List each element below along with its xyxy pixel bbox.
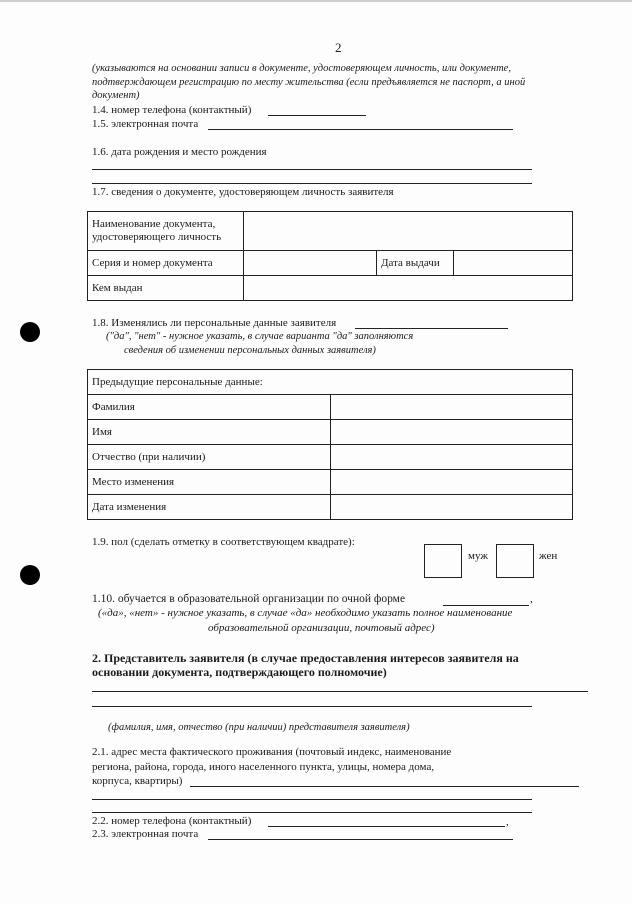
rep-phone-field[interactable] bbox=[268, 826, 505, 827]
doc-issued-by-input[interactable] bbox=[244, 276, 573, 301]
phone-field[interactable] bbox=[268, 115, 366, 116]
section-2-title-2: основании документа, подтверждающего полномочие) bbox=[92, 665, 387, 679]
doc-name-label-cell bbox=[88, 212, 244, 251]
education-label: 1.10. обучается в образовательной организации по очной форме bbox=[92, 593, 406, 605]
id-doc-label: 1.7. сведения о документе, удостоверяющем личность заявителя bbox=[92, 186, 394, 198]
gender-female-checkbox[interactable] bbox=[496, 544, 534, 578]
prev-change-date-input[interactable] bbox=[331, 495, 573, 520]
phone-label: 1.4. номер телефона (контактный) bbox=[92, 104, 252, 116]
rep-phone-label: 2.2. номер телефона (контактный) bbox=[92, 815, 252, 827]
intro-line-2: подтверждающем регистрацию по месту жительства (если предъявляется не паспорт, а иной bbox=[92, 77, 526, 88]
email-label: 1.5. электронная почта bbox=[92, 118, 199, 130]
intro-line-1: (указываются на основании записи в документе, удостоверяющем личность, или документе, bbox=[92, 63, 511, 74]
prev-patronymic-input[interactable] bbox=[331, 445, 573, 470]
changed-answer-field[interactable] bbox=[355, 328, 508, 329]
doc-name-label-2: удостоверяющего личность bbox=[92, 231, 222, 243]
prev-change-place-label: Место изменения bbox=[88, 470, 331, 495]
prev-patronymic-label: Отчество (при наличии) bbox=[88, 445, 331, 470]
rep-phone-comma: , bbox=[506, 816, 509, 828]
gender-female-label: жен bbox=[539, 550, 558, 562]
prev-surname-input[interactable] bbox=[331, 395, 573, 420]
gender-label: 1.9. пол (сделать отметку в соответствующем квадрате): bbox=[92, 536, 355, 548]
previous-data-table bbox=[87, 369, 573, 520]
gender-male-label: муж bbox=[468, 550, 488, 562]
representative-name-caption: (фамилия, имя, отчество (при наличии) представителя заявителя) bbox=[108, 722, 410, 733]
changed-hint-2: сведения об изменении персональных данных заявителя) bbox=[124, 345, 376, 356]
changed-hint-1: ("да", "нет" - нужное указать, в случае варианта "да" заполняются bbox=[106, 331, 414, 342]
education-hint-2: образовательной организации, почтовый адрес) bbox=[208, 622, 435, 634]
rep-address-label-2: региона, района, города, иного населенного пункта, улицы, номера дома, bbox=[92, 761, 435, 773]
previous-data-header: Предыдущие персональные данные: bbox=[88, 370, 573, 395]
doc-issue-date-input[interactable] bbox=[454, 251, 573, 276]
intro-line-3: документ) bbox=[92, 90, 140, 101]
section-2-title-1: 2. Представитель заявителя (в случае предоставления интересов заявителя на bbox=[92, 651, 519, 665]
doc-issue-date-label: Дата выдачи bbox=[377, 251, 454, 276]
doc-name-label-1: Наименование документа, bbox=[92, 218, 216, 230]
prev-name-label: Имя bbox=[88, 420, 331, 445]
email-field[interactable] bbox=[208, 129, 513, 130]
rep-email-field[interactable] bbox=[208, 839, 513, 840]
education-comma: , bbox=[530, 593, 533, 605]
page-top-edge bbox=[0, 0, 632, 2]
representative-name-line-1[interactable] bbox=[92, 691, 588, 692]
doc-issued-by-label: Кем выдан bbox=[88, 276, 244, 301]
gender-male-checkbox[interactable] bbox=[424, 544, 462, 578]
rep-address-label-3: корпуса, квартиры) bbox=[92, 775, 183, 787]
rep-address-field-2[interactable] bbox=[92, 799, 532, 800]
doc-name-input[interactable] bbox=[244, 212, 573, 251]
binder-hole-bottom bbox=[20, 565, 40, 585]
rep-address-field-1[interactable] bbox=[190, 786, 579, 787]
birth-field-line-1[interactable] bbox=[92, 169, 532, 170]
prev-name-input[interactable] bbox=[331, 420, 573, 445]
rep-address-label-1: 2.1. адрес места фактического проживания (почтовый индекс, наименование bbox=[92, 746, 452, 758]
prev-surname-label: Фамилия bbox=[88, 395, 331, 420]
representative-name-line-2[interactable] bbox=[92, 706, 532, 707]
prev-change-place-input[interactable] bbox=[331, 470, 573, 495]
prev-change-date-label: Дата изменения bbox=[88, 495, 331, 520]
birth-label: 1.6. дата рождения и место рождения bbox=[92, 146, 267, 158]
id-doc-table bbox=[87, 211, 573, 301]
binder-hole-top bbox=[20, 322, 40, 342]
birth-field-line-2[interactable] bbox=[92, 183, 532, 184]
doc-series-input[interactable] bbox=[244, 251, 377, 276]
doc-series-label: Серия и номер документа bbox=[88, 251, 244, 276]
changed-question: 1.8. Изменялись ли персональные данные заявителя bbox=[92, 317, 337, 329]
page-number: 2 bbox=[335, 40, 342, 55]
rep-address-field-3[interactable] bbox=[92, 812, 532, 813]
education-hint-1: («да», «нет» - нужное указать, в случае «да» необходимо указать полное наименование bbox=[98, 607, 513, 619]
rep-email-label: 2.3. электронная почта bbox=[92, 828, 199, 840]
